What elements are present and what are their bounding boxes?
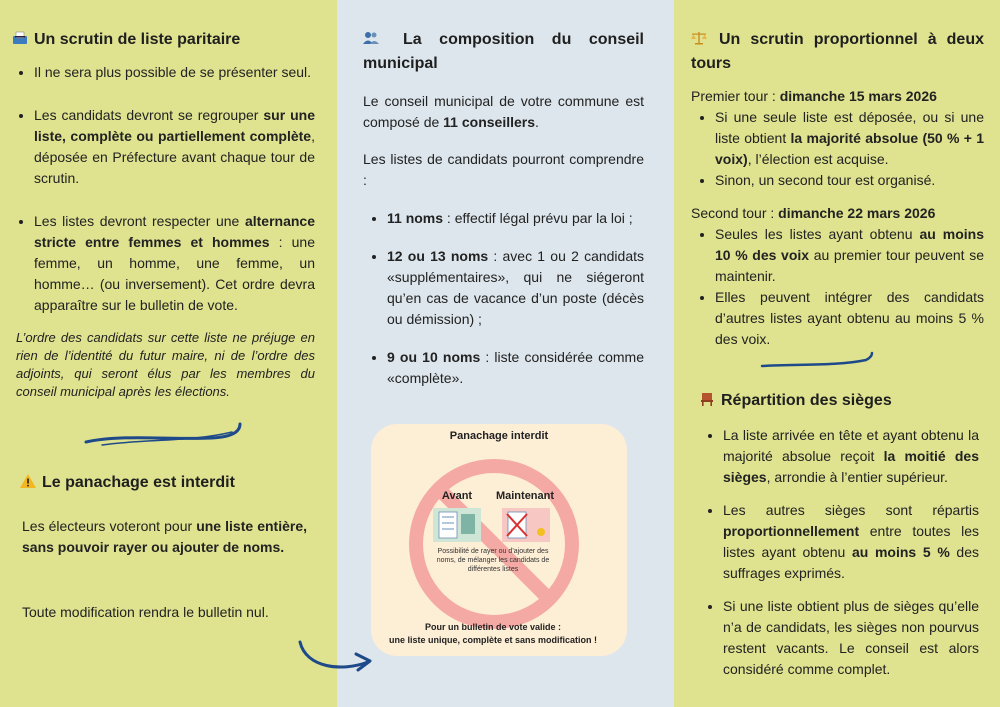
warning-icon — [20, 474, 36, 488]
list-item: • Les candidats devront se regrouper sur une liste, complète ou partiellement complète, déposée en Préfecture avant chaque tour de scrutin. — [34, 105, 315, 189]
illustration-footer-1: Pour un bulletin de vote valide : — [424, 622, 562, 632]
illustration-caption-3: différentes listes — [467, 566, 519, 573]
list-item: • 9 ou 10 noms : liste considérée comme «complète». — [387, 347, 644, 389]
chair-icon — [699, 392, 715, 406]
composition-lists: Les listes de candidats pourront comprendre : — [363, 151, 644, 188]
column-composition — [337, 0, 674, 707]
arrow-icon — [296, 632, 378, 676]
first-round-label: Premier tour : dimanche 15 mars 2026 — [691, 88, 937, 104]
composition-items — [363, 208, 644, 389]
column-paritaire — [0, 0, 337, 707]
panachage-warning: Toute modification rendra le bulletin nul. — [22, 604, 269, 620]
decorative-swash — [82, 420, 247, 450]
section-title-paritaire: Un scrutin de liste paritaire — [12, 28, 315, 52]
ballot-before-icon — [433, 508, 481, 542]
first-round-list — [691, 107, 984, 191]
section-title-panachage: Le panachage est interdit — [20, 471, 235, 495]
ballot-now-icon — [502, 508, 550, 542]
list-item: • Si une seule liste est déposée, ou si une liste obtient la majorité absolue (50 % + 1 voix), l’élection est acquise. — [715, 107, 984, 170]
list-item: • Les listes devront respecter une alternance stricte entre femmes et hommes : une femme, un homme, une femme, un homme… (ou inversement). Cet ordre devra apparaître sur le bulletin de vote. — [34, 211, 315, 316]
before-label: Avant — [441, 490, 473, 502]
second-round-label: Second tour : dimanche 22 mars 2026 — [691, 205, 936, 221]
column-scrutin — [674, 0, 1000, 707]
section-title-composition: La composition du conseil municipal — [363, 31, 644, 72]
list-item: • 12 ou 13 noms : avec 1 ou 2 candidats «supplémentaires», qui ne siégeront qu’en cas de vacance d’un poste (décès ou démission) ; — [387, 246, 644, 330]
panachage-text: Les électeurs voteront pour une liste entière, sans pouvoir rayer ou ajouter de noms. — [22, 518, 308, 555]
list-item: • Sinon, un second tour est organisé. — [715, 170, 984, 191]
scales-icon — [691, 31, 707, 45]
second-round-list — [691, 224, 984, 350]
paritaire-list — [12, 62, 315, 316]
list-item: • La liste arrivée en tête et ayant obtenu la majorité absolue reçoit la moitié des sièges, arrondie à l’entier supérieur. — [723, 425, 979, 488]
list-item: • 11 noms : effectif légal prévu par la loi ; — [387, 208, 644, 229]
illustration-caption-1: Possibilité de rayer ou d’ajouter des — [437, 548, 549, 555]
list-item: • Les autres sièges sont répartis proportionnellement entre toutes les listes ayant obtenu au moins 5 % des suffrages exprimés. — [723, 500, 979, 584]
list-item: • Elles peuvent intégrer des candidats d’autres listes ayant obtenu au moins 5 % des voix. — [715, 287, 984, 350]
list-item: • Si une liste obtient plus de sièges qu’elle n’a de candidats, les sièges non pourvus restent vacants. Le conseil est alors considéré comme complet. — [723, 596, 979, 680]
section-title-proportionnel: Un scrutin proportionnel à deux tours — [691, 31, 984, 72]
illustration-footer-2: une liste unique, complète et sans modification ! — [388, 635, 598, 645]
list-item: • Seules les listes ayant obtenu au moins 10 % des voix au premier tour peuvent se maintenir. — [715, 224, 984, 287]
people-icon — [363, 31, 379, 45]
composition-intro: Le conseil municipal de votre commune est composé de 11 conseillers. — [363, 93, 644, 130]
decorative-swash — [758, 350, 876, 372]
ballot-box-icon — [12, 31, 28, 45]
panachage-illustration — [371, 424, 629, 656]
sieges-list — [701, 425, 979, 680]
list-item: • Il ne sera plus possible de se présenter seul. — [34, 62, 315, 83]
illustration-title: Panachage interdit — [449, 430, 549, 442]
now-label: Maintenant — [495, 490, 555, 502]
section-title-sieges: Répartition des sièges — [699, 389, 892, 413]
illustration-caption-2: noms, de mélanger les candidats de — [436, 557, 550, 564]
order-note: L’ordre des candidats sur cette liste ne préjuge en rien de l’identité du futur maire, ni de l’ordre des adjoints, qui seront élus par les membres du conseil municipal après les élections. — [16, 330, 315, 399]
